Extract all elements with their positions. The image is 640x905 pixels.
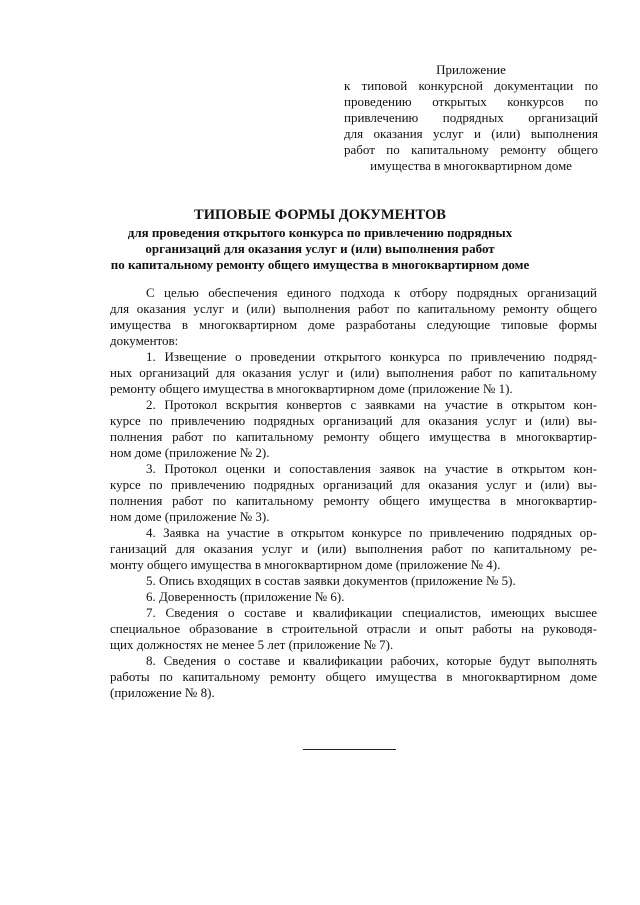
paragraph-line: документов: [110, 333, 179, 348]
paragraph-line: щих должностях не менее 5 лет (приложение № 7). [110, 637, 394, 652]
list-item-3 [110, 461, 597, 525]
document-body [110, 285, 597, 701]
paragraph-line: специальное образование в строительной отрасли и опыт работы на руководя- [110, 621, 597, 636]
paragraph-line: монту общего имущества в многоквартирном доме (приложение № 4). [110, 557, 501, 572]
document-title: ТИПОВЫЕ ФОРМЫ ДОКУМЕНТОВ [194, 207, 446, 223]
intro-paragraph [110, 285, 597, 349]
paragraph-line: 3. Протокол оценки и сопоставления заявок на участие в открытом кон- [146, 461, 597, 476]
paragraph-line: ном доме (приложение № 2). [110, 445, 270, 460]
list-item-6 [110, 589, 597, 605]
appendix-title: Приложение [436, 62, 506, 77]
paragraph-line: работы по капитальному ремонту общего имущества в многоквартирном доме [110, 669, 597, 684]
paragraph-line: полнения работ по капитальному ремонту общего имущества в многоквартир- [110, 429, 597, 444]
document-heading [96, 206, 544, 273]
paragraph-line: 4. Заявка на участие в открытом конкурсе по привлечению подрядных ор- [146, 525, 597, 540]
paragraph-line: 8. Сведения о составе и квалификации рабочих, которые будут выполнять [146, 653, 597, 668]
paragraph-line: ных организаций для оказания услуг и (или) выполнения работ по капитальному [110, 365, 597, 380]
paragraph-line: 1. Извещение о проведении открытого конкурса по привлечению подряд- [146, 349, 597, 364]
paragraph-line: ремонту общего имущества в многоквартирном доме (приложение № 1). [110, 381, 513, 396]
appendix-line: работ по капитальному ремонту общего [344, 142, 598, 157]
document-subtitle-line: организаций для оказания услуг и (или) выполнения работ [145, 241, 495, 256]
list-item-5 [110, 573, 597, 589]
paragraph-line: (приложение № 8). [110, 685, 215, 700]
paragraph-line: ном доме (приложение № 3). [110, 509, 270, 524]
list-item-2 [110, 397, 597, 461]
appendix-line: проведению открытых конкурсов по [344, 94, 598, 109]
appendix-line: для оказания услуг и (или) выполнения [344, 126, 598, 141]
paragraph-line: 7. Сведения о составе и квалификации специалистов, имеющих высшее [146, 605, 597, 620]
paragraph-line: для оказания услуг и (или) выполнения работ по капитальному ремонту общего [110, 301, 597, 316]
appendix-line: к типовой конкурсной документации по [344, 78, 598, 93]
paragraph-line: курсе по привлечению подрядных организаций для оказания услуг и (или) вы- [110, 413, 597, 428]
paragraph-line: С целью обеспечения единого подхода к отбору подрядных организаций [146, 285, 597, 300]
list-item-8 [110, 653, 597, 701]
list-item-4 [110, 525, 597, 573]
paragraph-line: имущества в многоквартирном доме разработаны следующие типовые формы [110, 317, 597, 332]
document-subtitle-line: по капитальному ремонту общего имущества в многоквартирном доме [110, 257, 530, 272]
list-item-1 [110, 349, 597, 397]
paragraph-line: полнения работ по капитальному ремонту общего имущества в многоквартир- [110, 493, 597, 508]
paragraph-line: ганизаций для оказания услуг и (или) выполнения работ по капитальному ре- [110, 541, 597, 556]
footer-rule [303, 749, 396, 750]
list-item-7 [110, 605, 597, 653]
paragraph-line: 6. Доверенность (приложение № 6). [146, 589, 345, 604]
appendix-line: имущества в многоквартирном доме [370, 158, 572, 173]
document-subtitle-line: для проведения открытого конкурса по привлечению подрядных [127, 225, 513, 240]
paragraph-line: 2. Протокол вскрытия конвертов с заявками на участие в открытом кон- [146, 397, 597, 412]
paragraph-line: курсе по привлечению подрядных организаций для оказания услуг и (или) вы- [110, 477, 597, 492]
appendix-note [344, 62, 598, 174]
paragraph-line: 5. Опись входящих в состав заявки документов (приложение № 5). [146, 573, 516, 588]
appendix-line: привлечению подрядных организаций [344, 110, 598, 125]
